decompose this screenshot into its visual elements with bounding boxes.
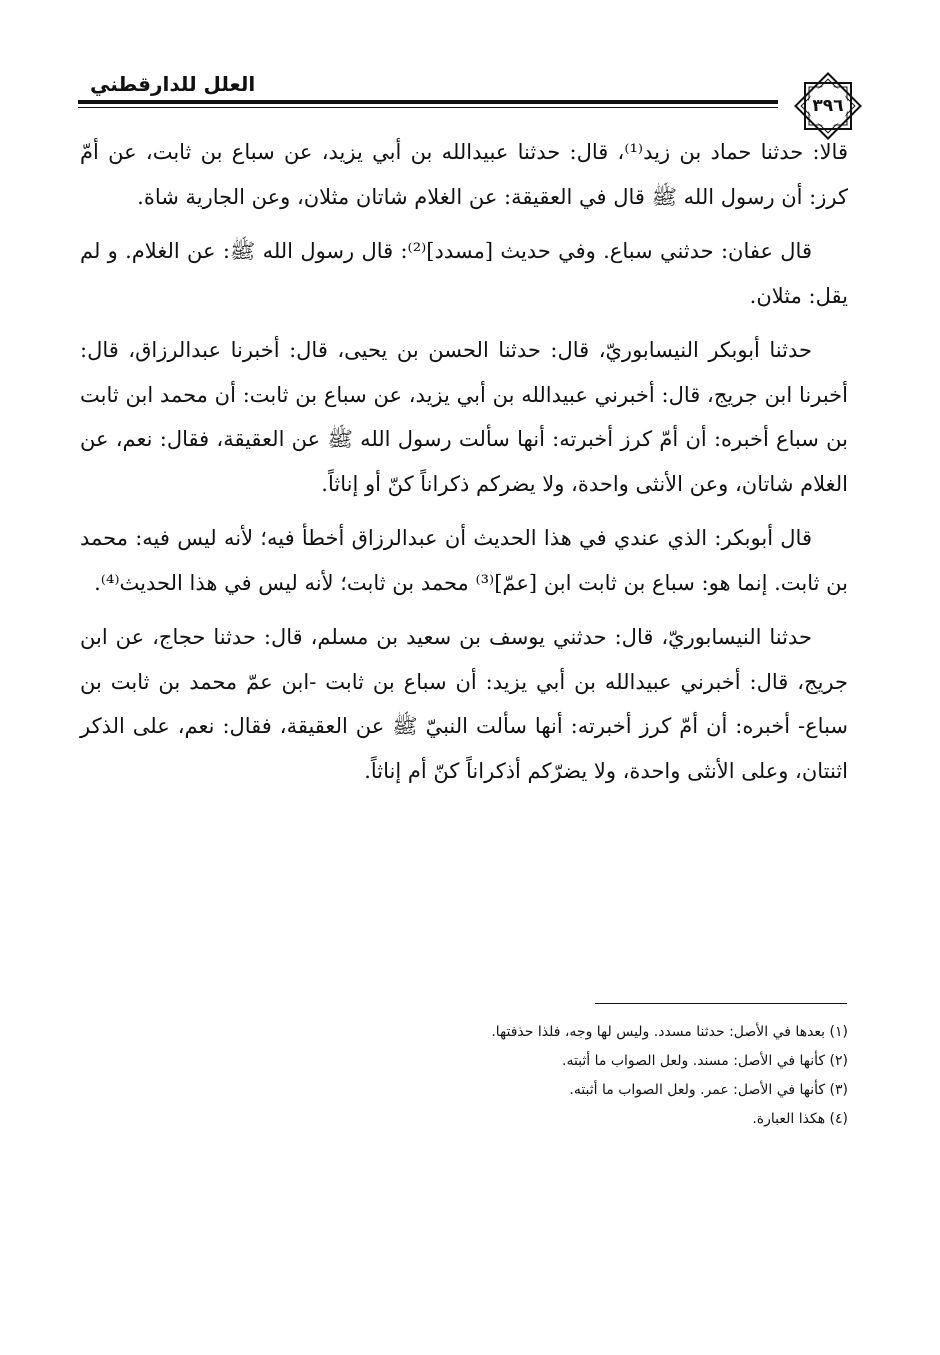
footnote: (٣) كأنها في الأصل: عمر. ولعل الصواب ما أثبته. <box>569 1082 848 1098</box>
paragraph: حدثنا أبوبكر النيسابوريّ، قال: حدثنا الحسن بن يحيى، قال: أخبرنا عبدالرزاق، قال: أخبرنا ابن جريج، قال: أخبرني عبيدالله بن أبي يزيد، عن سباع بن ثابت: أن محمد ابن ثابت بن سباع أخبره: أن أمّ كرز أخبرته: أنها سألت رسول الله ﷺ عن العقيقة، فقال: نعم، عن الغلام شاتان، وعن الأنثى واحدة، ولا يضركم ذكراناً كنّ أو إناثاً. <box>80 338 848 496</box>
footnote: (٤) هكذا العبارة. <box>752 1111 848 1127</box>
footnotes <box>420 1018 848 1134</box>
main-text <box>80 130 848 793</box>
paragraph: قالا: حدثنا حماد بن زيد⁽¹⁾، قال: حدثنا عبيدالله بن أبي يزيد، عن سباع بن ثابت، عن أمّ كرز: أن رسول الله ﷺ قال في العقيقة: عن الغلام شاتان مثلان، وعن الجارية شاة. <box>80 140 848 209</box>
footnote: (٢) كأنها في الأصل: مسند. ولعل الصواب ما أثبته. <box>562 1053 848 1069</box>
header-rule-thin <box>78 107 778 108</box>
header-rule-thick <box>78 100 778 104</box>
paragraph: حدثنا النيسابوريّ، قال: حدثني يوسف بن سعيد بن مسلم، قال: حدثنا حجاج، عن ابن جريج، قال: أخبرني عبيدالله بن أبي يزيد: أن سباع بن ثابت -ابن عمّ محمد بن ثابت بن سباع- أخبره: أن أمّ كرز أخبرته: أنها سألت النبيّ ﷺ عن العقيقة، فقال: نعم، على الذكر اثنتان، وعلى الأنثى واحدة، ولا يضرّكم أذكراناً كنّ أم إناثاً. <box>80 625 848 783</box>
paragraph: قال عفان: حدثني سباع. وفي حديث [مسدد]⁽²⁾: قال رسول الله ﷺ: عن الغلام. و لم يقل: مثلان. <box>80 239 848 308</box>
footnote-separator <box>595 1003 847 1004</box>
footnote: (١) بعدها في الأصل: حدثنا مسدد. وليس لها وجه، فلذا حذفتها. <box>491 1024 848 1040</box>
book-title: العلل للدارقطني <box>90 72 256 96</box>
page-number: ٣٩٦ <box>812 96 844 116</box>
page-header <box>78 58 860 138</box>
paragraph: قال أبوبكر: الذي عندي في هذا الحديث أن عبدالرزاق أخطأ فيه؛ لأنه ليس فيه: محمد بن ثابت. إنما هو: سباع بن ثابت ابن [عمّ]⁽³⁾ محمد بن ثابت؛ لأنه ليس في هذا الحديث⁽⁴⁾. <box>80 526 848 595</box>
